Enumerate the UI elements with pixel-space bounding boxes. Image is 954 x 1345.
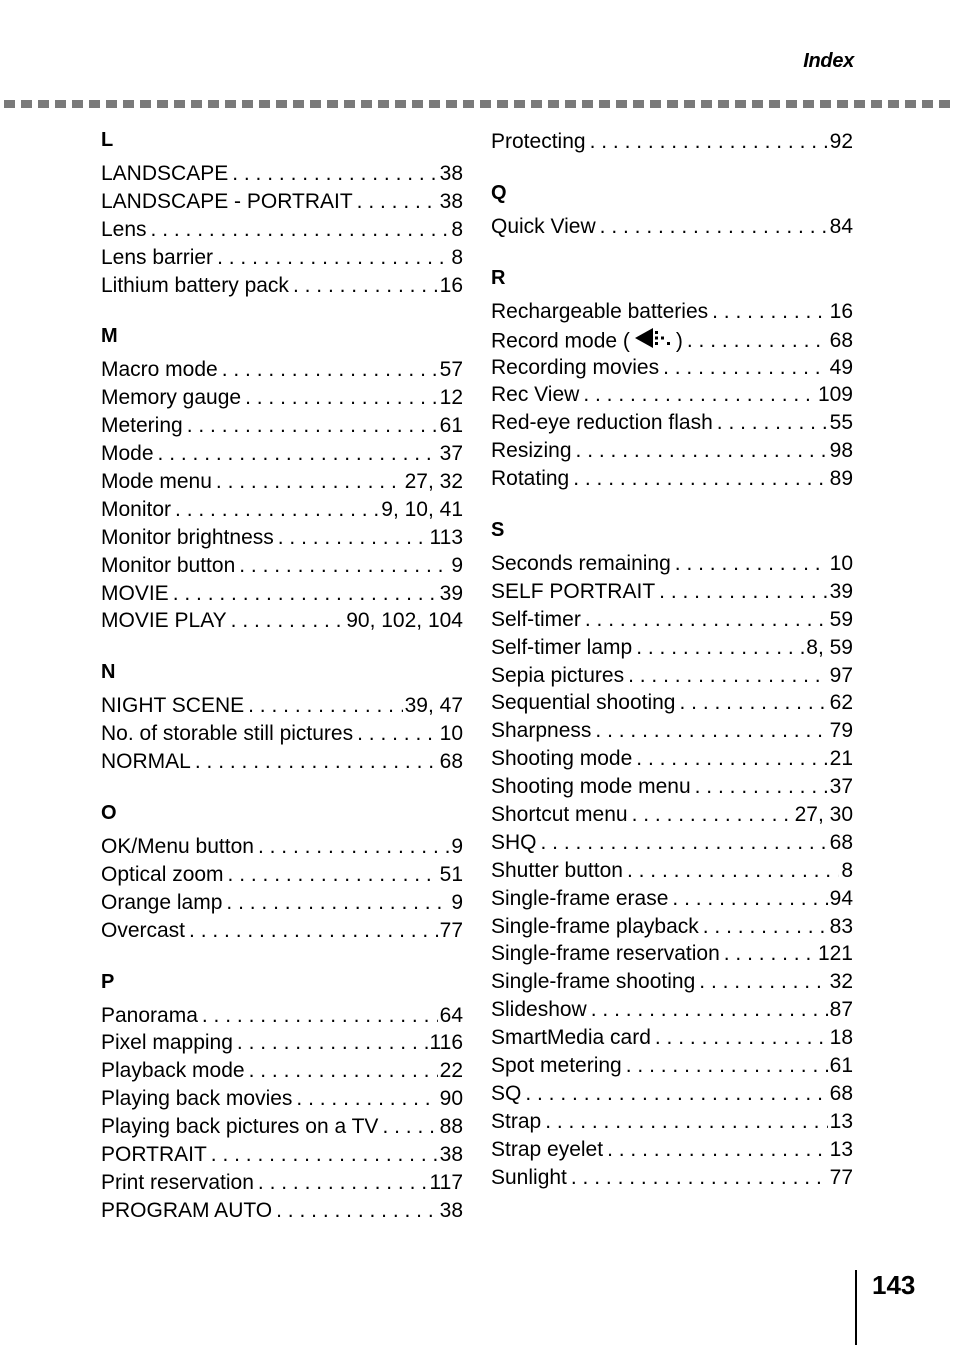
entry-term: OK/Menu button	[101, 835, 254, 859]
entry-page: 37	[439, 442, 463, 466]
section-letter: N	[101, 661, 116, 684]
entry-page: 38	[439, 162, 463, 185]
entry-page: 9, 10, 41	[381, 497, 463, 521]
entry-term: Seconds remaining	[491, 552, 671, 576]
index-entry	[491, 968, 853, 996]
index-entry	[101, 356, 463, 384]
leader-dots	[241, 384, 438, 412]
index-entry	[101, 272, 463, 300]
index-entry	[101, 384, 463, 412]
entry-page: 27, 32	[404, 470, 463, 494]
section-letter: L	[101, 129, 114, 151]
index-entry	[491, 550, 853, 578]
entry-term: Spot metering	[491, 1054, 622, 1078]
index-entry	[491, 773, 853, 801]
index-entry	[491, 634, 853, 662]
entry-term: MOVIE	[101, 581, 169, 605]
leader-dots	[699, 913, 828, 941]
index-entry	[491, 465, 853, 493]
entry-term: Quick View	[491, 214, 596, 238]
entry-page: 37	[829, 775, 853, 799]
entry-term: Strap eyelet	[491, 1137, 604, 1161]
leader-dots	[169, 580, 438, 608]
leader-dots	[713, 409, 828, 437]
entry-page: 89	[829, 467, 853, 491]
entry-page: 97	[829, 663, 853, 687]
leader-dots	[632, 634, 804, 662]
leader-dots	[579, 381, 816, 409]
leader-dots	[244, 692, 402, 720]
index-section	[101, 801, 463, 945]
entry-term: Sharpness	[491, 719, 592, 743]
entry-term: SELF PORTRAIT	[491, 579, 656, 603]
entry-term: Sequential shooting	[491, 691, 676, 715]
index-entry	[101, 1113, 463, 1141]
entry-page: 13	[829, 1109, 853, 1133]
entry-term: Recording movies	[491, 355, 660, 379]
index-section	[491, 518, 853, 1191]
leader-dots	[198, 1002, 438, 1030]
index-entry	[101, 188, 463, 216]
entry-term: Monitor button	[101, 553, 236, 577]
entry-term: Red-eye reduction flash	[491, 411, 713, 435]
index-section	[101, 970, 463, 1225]
entry-page: 13	[829, 1137, 853, 1161]
leader-dots	[655, 578, 827, 606]
index-entry	[491, 885, 853, 913]
entry-term: Overcast	[101, 918, 186, 942]
entry-page: 92	[829, 130, 853, 153]
entry-term: LANDSCAPE - PORTRAIT	[101, 189, 353, 213]
index-entry	[491, 940, 853, 968]
index-entry	[491, 128, 853, 156]
index-entry	[491, 745, 853, 773]
index-entry	[491, 326, 853, 354]
entry-term: Optical zoom	[101, 862, 224, 886]
leader-dots	[185, 917, 438, 945]
entry-page: 83	[829, 914, 853, 938]
index-entry	[491, 801, 853, 829]
entry-term: Monitor brightness	[101, 525, 274, 549]
entry-term: Pixel mapping	[101, 1031, 233, 1055]
entry-page: 98	[829, 439, 853, 463]
index-entry	[491, 829, 853, 857]
entry-term: No. of storable still pictures	[101, 722, 354, 746]
leader-dots	[378, 1113, 437, 1141]
entry-page: 38	[439, 1198, 463, 1222]
index-entry	[101, 748, 463, 776]
leader-dots	[274, 524, 428, 552]
leader-dots	[154, 440, 438, 468]
leader-dots	[587, 996, 828, 1024]
index-entry	[491, 1108, 853, 1136]
entry-page: 68	[829, 830, 853, 854]
index-entry	[101, 861, 463, 889]
leader-dots	[596, 213, 828, 241]
leader-dots	[254, 1169, 428, 1197]
entry-page: 113	[429, 525, 463, 549]
entry-page: 12	[439, 386, 463, 410]
index-entry	[491, 606, 853, 634]
entry-term: Playback mode	[101, 1059, 245, 1083]
entry-term: Monitor	[101, 497, 172, 521]
leader-dots	[622, 1052, 828, 1080]
entry-term: Rotating	[491, 467, 570, 491]
entry-term: Slideshow	[491, 998, 587, 1022]
header-dashed-rule	[4, 100, 950, 108]
leader-dots	[659, 354, 828, 382]
leader-dots	[537, 829, 828, 857]
entry-term: Metering	[101, 414, 183, 438]
leader-dots	[628, 801, 793, 829]
index-entry	[491, 578, 853, 606]
entry-page: 16	[829, 299, 853, 323]
section-letter: P	[101, 970, 115, 993]
entry-page: 9	[451, 553, 463, 577]
leader-dots	[683, 327, 828, 353]
entry-page: 8	[451, 217, 463, 241]
leader-dots	[586, 128, 828, 156]
entry-page: 64	[439, 1003, 463, 1027]
entry-page: 117	[429, 1170, 463, 1194]
index-section	[491, 266, 853, 493]
entry-term	[491, 326, 683, 354]
leader-dots	[624, 662, 828, 690]
index-entry	[101, 1029, 463, 1057]
index-entry	[101, 889, 463, 917]
index-column-right	[491, 128, 853, 1217]
entry-term-suffix: )	[675, 329, 683, 353]
entry-term: Mode menu	[101, 470, 212, 494]
leader-dots	[222, 889, 449, 917]
entry-page: 27, 30	[794, 803, 853, 827]
index-entry	[491, 1080, 853, 1108]
index-entry	[101, 607, 463, 635]
leader-dots	[207, 1141, 438, 1169]
leader-dots	[235, 552, 449, 580]
leader-dots	[623, 857, 839, 885]
index-entry	[491, 1052, 853, 1080]
entry-term: Shutter button	[491, 858, 623, 882]
section-letter: O	[101, 802, 117, 825]
entry-term: Self-timer	[491, 607, 581, 631]
entry-term: Lens barrier	[101, 245, 214, 269]
entry-page: 51	[439, 862, 463, 886]
index-entry	[101, 552, 463, 580]
entry-term: PORTRAIT	[101, 1143, 207, 1167]
entry-page: 8, 59	[806, 635, 853, 659]
index-entry	[101, 216, 463, 244]
section-letter: M	[101, 325, 118, 348]
leader-dots	[572, 437, 828, 465]
entry-page: 88	[439, 1115, 463, 1139]
entry-page: 22	[439, 1059, 463, 1083]
entry-term: SQ	[491, 1081, 522, 1105]
entry-term: Single-frame reservation	[491, 942, 720, 966]
index-entry	[101, 1002, 463, 1030]
entry-term: Single-frame shooting	[491, 970, 696, 994]
entry-term: Rechargeable batteries	[491, 299, 709, 323]
leader-dots	[603, 1136, 828, 1164]
leader-dots	[695, 968, 827, 996]
entry-page: 109	[817, 383, 853, 407]
entry-page: 9	[451, 890, 463, 914]
index-entry	[491, 354, 853, 382]
entry-term: Rec View	[491, 383, 580, 407]
running-header-title: Index	[803, 50, 854, 72]
leader-dots	[691, 773, 828, 801]
index-entry	[491, 662, 853, 690]
index-entry	[101, 440, 463, 468]
index-entry	[101, 1197, 463, 1225]
index-section	[101, 128, 463, 299]
index-entry	[101, 692, 463, 720]
entry-term: SHQ	[491, 830, 537, 854]
leader-dots	[191, 748, 438, 776]
leader-dots	[668, 885, 827, 913]
entry-page: 61	[439, 414, 463, 438]
entry-page: 39	[829, 579, 853, 603]
index-entry	[101, 580, 463, 608]
entry-page: 38	[439, 1143, 463, 1167]
entry-term: Single-frame playback	[491, 914, 699, 938]
index-entry	[101, 468, 463, 496]
leader-dots	[218, 356, 438, 384]
index-entry	[491, 913, 853, 941]
section-letter: S	[491, 519, 505, 542]
leader-dots	[671, 550, 828, 578]
entry-term: NORMAL	[101, 750, 191, 774]
index-entry	[491, 857, 853, 885]
leader-dots	[675, 689, 827, 717]
leader-dots	[289, 272, 438, 300]
entry-term: Strap	[491, 1109, 542, 1133]
entry-page: 62	[829, 691, 853, 715]
index-entry	[101, 496, 463, 524]
leader-dots	[541, 1108, 827, 1136]
entry-term: Lens	[101, 217, 147, 241]
entry-term: Single-frame erase	[491, 886, 669, 910]
leader-dots	[227, 607, 345, 635]
entry-term: SmartMedia card	[491, 1026, 651, 1050]
entry-term: Playing back movies	[101, 1087, 293, 1111]
entry-term: Macro mode	[101, 358, 218, 382]
leader-dots	[245, 1057, 438, 1085]
entry-term: Memory gauge	[101, 386, 242, 410]
entry-page: 18	[829, 1026, 853, 1050]
entry-page: 90	[439, 1087, 463, 1111]
leader-dots	[272, 1197, 438, 1225]
index-entry	[491, 689, 853, 717]
entry-page: 90, 102, 104	[346, 609, 463, 633]
index-entry	[491, 381, 853, 409]
index-entry	[101, 720, 463, 748]
index-entry	[491, 298, 853, 326]
leader-dots	[213, 244, 449, 272]
index-entry	[101, 524, 463, 552]
entry-page: 55	[829, 411, 853, 435]
entry-term: PROGRAM AUTO	[101, 1198, 273, 1222]
entry-term: Print reservation	[101, 1170, 254, 1194]
page-number: 143	[872, 1270, 916, 1300]
index-entry	[491, 996, 853, 1024]
leader-dots	[591, 717, 827, 745]
entry-page: 68	[829, 329, 853, 353]
entry-term: Shooting mode menu	[491, 775, 691, 799]
index-entry	[101, 1085, 463, 1113]
index-section	[101, 324, 463, 635]
entry-term: MOVIE PLAY	[101, 609, 227, 633]
index-entry	[491, 213, 853, 241]
entry-page: 8	[841, 858, 853, 882]
leader-dots	[720, 940, 816, 968]
leader-dots	[521, 1080, 827, 1108]
leader-dots	[224, 861, 438, 889]
index-entry	[101, 833, 463, 861]
entry-term: Playing back pictures on a TV	[101, 1115, 379, 1139]
leader-dots	[228, 160, 437, 188]
leader-dots	[292, 1085, 437, 1113]
entry-term: Shortcut menu	[491, 803, 628, 827]
index-entry	[491, 1136, 853, 1164]
entry-term-text: Record mode (	[491, 329, 630, 353]
entry-term: Sepia pictures	[491, 663, 625, 687]
entry-page: 94	[829, 886, 853, 910]
entry-page: 38	[439, 189, 463, 213]
entry-page: 87	[829, 998, 853, 1022]
leader-dots	[353, 188, 438, 216]
index-column-left	[101, 128, 463, 1250]
index-entry	[101, 160, 463, 188]
entry-term: LANDSCAPE	[101, 162, 229, 185]
index-entry	[101, 917, 463, 945]
entry-page: 68	[439, 750, 463, 774]
entry-term: Protecting	[491, 130, 586, 153]
entry-page: 121	[817, 942, 853, 966]
index-entry	[491, 409, 853, 437]
index-entry	[491, 1024, 853, 1052]
entry-page: 21	[829, 747, 853, 771]
entry-page: 39	[439, 581, 463, 605]
index-entry	[491, 717, 853, 745]
entry-term: Panorama	[101, 1003, 198, 1027]
entry-page: 68	[829, 1081, 853, 1105]
leader-dots	[147, 216, 450, 244]
index-entry	[491, 437, 853, 465]
leader-dots	[708, 298, 828, 326]
leader-dots	[567, 1164, 828, 1192]
entry-term: Lithium battery pack	[101, 273, 289, 297]
entry-term: Self-timer lamp	[491, 635, 633, 659]
entry-page: 77	[829, 1165, 853, 1189]
entry-page: 9	[451, 835, 463, 859]
entry-page: 77	[439, 918, 463, 942]
index-entry	[491, 1164, 853, 1192]
section-letter: Q	[491, 181, 507, 204]
page-number-rule	[855, 1270, 857, 1345]
index-section	[491, 128, 853, 156]
entry-page: 57	[439, 358, 463, 382]
leader-dots	[254, 833, 449, 861]
leader-dots	[233, 1029, 428, 1057]
leader-dots	[212, 468, 403, 496]
index-entry	[101, 412, 463, 440]
entry-page: 79	[829, 719, 853, 743]
index-entry	[101, 1169, 463, 1197]
entry-page: 8	[451, 245, 463, 269]
index-section	[101, 660, 463, 776]
leader-dots	[353, 720, 438, 748]
entry-page: 116	[429, 1031, 463, 1055]
entry-page: 16	[439, 273, 463, 297]
entry-page: 49	[829, 355, 853, 379]
entry-page: 39, 47	[404, 694, 463, 718]
record-mode-icon	[633, 326, 673, 354]
index-entry	[101, 1141, 463, 1169]
index-section	[491, 181, 853, 241]
entry-term: Orange lamp	[101, 890, 223, 914]
section-letter: R	[491, 266, 506, 289]
entry-page: 32	[829, 970, 853, 994]
leader-dots	[581, 606, 828, 634]
entry-term: Mode	[101, 442, 154, 466]
leader-dots	[651, 1024, 828, 1052]
entry-term: NIGHT SCENE	[101, 694, 245, 718]
leader-dots	[632, 745, 827, 773]
entry-term: Sunlight	[491, 1165, 567, 1189]
entry-term: Resizing	[491, 439, 572, 463]
entry-page: 10	[829, 552, 853, 576]
entry-term: Shooting mode	[491, 747, 633, 771]
leader-dots	[569, 465, 827, 493]
index-entry	[101, 1057, 463, 1085]
leader-dots	[183, 412, 438, 440]
index-entry	[101, 244, 463, 272]
entry-page: 84	[829, 214, 853, 238]
entry-page: 61	[829, 1054, 853, 1078]
leader-dots	[171, 496, 379, 524]
entry-page: 59	[829, 607, 853, 631]
entry-page: 10	[439, 722, 463, 746]
